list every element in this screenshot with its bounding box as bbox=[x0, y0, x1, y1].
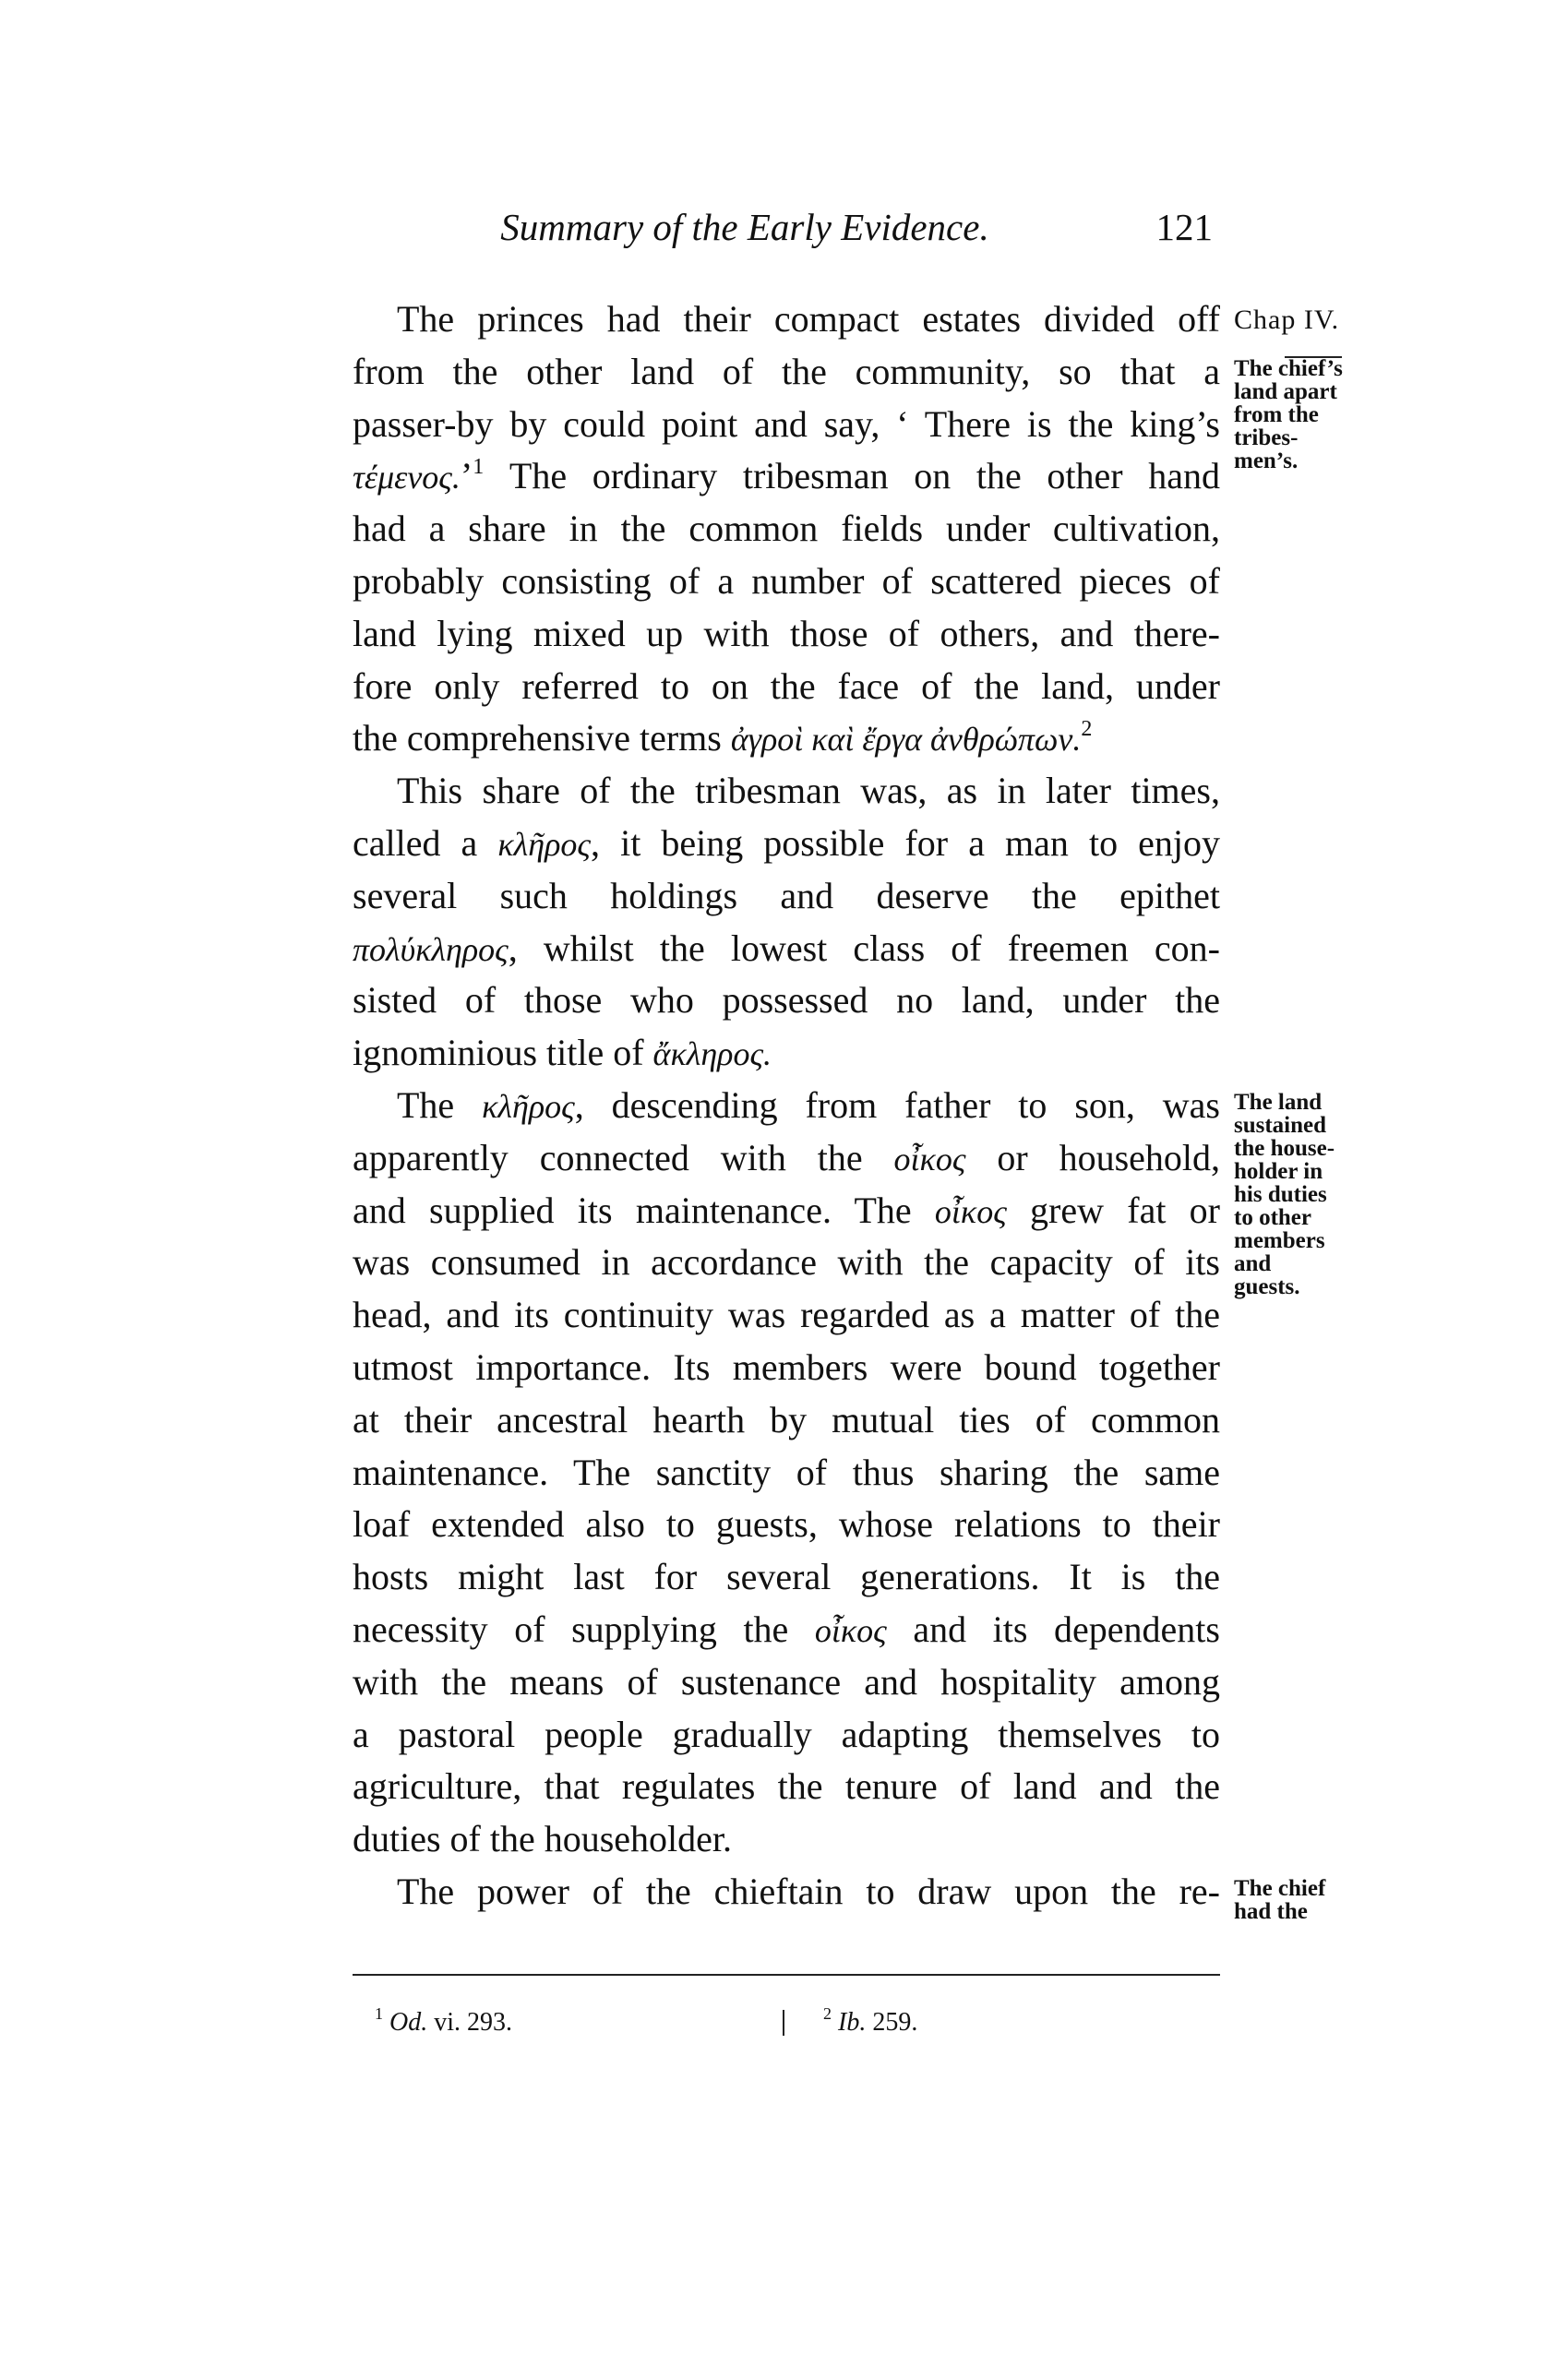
text-line bbox=[353, 1499, 1220, 1551]
text-run: with the means of sustenance and hospitality among bbox=[353, 1660, 1220, 1703]
text-run: was consumed in accordance with the capacity of its bbox=[353, 1241, 1220, 1284]
margin-note-line: guests. bbox=[1234, 1274, 1300, 1299]
footnote-marker: 1 bbox=[375, 2004, 383, 2023]
text-line bbox=[353, 450, 1220, 503]
footnote-text: vi. 293. bbox=[427, 2008, 513, 2037]
footnote-ref-marker: 1 bbox=[473, 455, 485, 480]
text-run: from the other land of the community, so that a bbox=[353, 350, 1220, 392]
body-text bbox=[353, 293, 1220, 1919]
footnote-1 bbox=[375, 2004, 513, 2038]
running-title: Summary of the Early Evidence. bbox=[500, 206, 989, 248]
margin-note-line: members bbox=[1234, 1228, 1325, 1253]
text-line bbox=[353, 1080, 1220, 1132]
text-line bbox=[353, 1027, 1220, 1080]
margin-note bbox=[1234, 1091, 1335, 1298]
text-run: The princes had their compact estates divided off bbox=[397, 298, 1220, 340]
text-run: or household, bbox=[965, 1136, 1220, 1178]
greek-term: τέμενος. bbox=[353, 459, 461, 496]
text-line bbox=[353, 661, 1220, 713]
footnote-ref: Od. bbox=[389, 2008, 428, 2037]
text-line bbox=[353, 556, 1220, 608]
text-run: hosts might last for several generations. It is the bbox=[353, 1556, 1220, 1598]
text-line bbox=[353, 1342, 1220, 1394]
text-run: land lying mixed up with those of others, and there- bbox=[353, 612, 1220, 654]
text-line bbox=[353, 1761, 1220, 1813]
margin-note-line: men’s. bbox=[1234, 448, 1299, 473]
text-line bbox=[353, 712, 1220, 765]
margin-note-line: to other bbox=[1234, 1205, 1311, 1230]
text-run: , it being possible for a man to enjoy bbox=[591, 821, 1221, 864]
footnote-separator bbox=[783, 2010, 784, 2036]
text-line bbox=[353, 1394, 1220, 1447]
margin-note-line: tribes- bbox=[1234, 424, 1299, 450]
margin-note bbox=[1234, 357, 1343, 472]
greek-term: κλῆρος bbox=[482, 1087, 575, 1125]
margin-note-line: holder in bbox=[1234, 1159, 1323, 1184]
text-line bbox=[353, 1866, 1220, 1919]
margin-note-line: sustained bbox=[1234, 1113, 1327, 1138]
chapter-label: Chap IV. bbox=[1234, 305, 1340, 335]
running-head bbox=[353, 205, 1220, 260]
greek-term: οἶκος bbox=[893, 1140, 966, 1178]
footnotes bbox=[353, 2004, 1220, 2045]
text-run: This share of the tribesman was, as in later times, bbox=[397, 770, 1220, 812]
page-number: 121 bbox=[1155, 206, 1213, 248]
text-line bbox=[353, 818, 1220, 870]
text-line bbox=[353, 765, 1220, 818]
margin-note bbox=[1234, 1877, 1325, 1923]
greek-term: πολύκληρος bbox=[353, 930, 509, 968]
greek-term: οἶκος bbox=[934, 1192, 1007, 1230]
text-run: duties of the householder. bbox=[353, 1818, 733, 1860]
text-run: , whilst the lowest class of freemen con- bbox=[508, 926, 1220, 969]
margin-note-line: the house- bbox=[1234, 1136, 1335, 1161]
greek-term: οἶκος bbox=[814, 1611, 887, 1649]
text-run: apparently connected with the bbox=[353, 1136, 894, 1178]
text-line bbox=[353, 346, 1220, 399]
text-run: the comprehensive terms bbox=[353, 717, 731, 759]
margin-note-line: from the bbox=[1234, 401, 1319, 427]
text-run: fore only referred to on the face of the land, under bbox=[353, 664, 1220, 707]
text-run: had a share in the common fields under cultivation, bbox=[353, 508, 1220, 550]
text-run: several such holdings and deserve the epithet bbox=[353, 874, 1220, 916]
text-line bbox=[353, 923, 1220, 975]
margin-note-line: The land bbox=[1234, 1090, 1323, 1115]
footnote-2 bbox=[823, 2004, 918, 2038]
text-run: passer-by by could point and say, ‘ There is the king’s bbox=[353, 402, 1220, 445]
text-run: utmost importance. Its members were bound together bbox=[353, 1345, 1220, 1388]
margin-note-line: The chief bbox=[1234, 1876, 1326, 1901]
text-run: The ordinary tribesman on the other hand bbox=[484, 455, 1220, 497]
text-run: probably consisting of a number of scattered pieces of bbox=[353, 559, 1220, 602]
text-line bbox=[353, 503, 1220, 556]
greek-term: κλῆρος bbox=[497, 825, 592, 863]
text-run: head, and its continuity was regarded as a matter of the bbox=[353, 1294, 1220, 1336]
footnote-text: 259. bbox=[866, 2008, 918, 2037]
text-run: The power of the chieftain to draw upon the re- bbox=[397, 1870, 1220, 1912]
text-line bbox=[353, 1132, 1220, 1185]
footnote-ref: Ib. bbox=[838, 2008, 867, 2037]
text-line bbox=[353, 870, 1220, 923]
text-line bbox=[353, 1604, 1220, 1656]
text-line bbox=[353, 1289, 1220, 1342]
text-line bbox=[353, 1447, 1220, 1500]
text-run: necessity of supplying the bbox=[353, 1608, 815, 1650]
text-run: ’ bbox=[460, 455, 473, 497]
text-line bbox=[353, 1813, 1220, 1866]
text-line bbox=[353, 608, 1220, 661]
text-line bbox=[353, 1185, 1220, 1237]
text-line bbox=[353, 974, 1220, 1027]
greek-term: ἀγροὶ καὶ ἔργα ἀνθρώπων. bbox=[730, 721, 1082, 759]
text-run: sisted of those who possessed no land, under the bbox=[353, 979, 1220, 1022]
text-run: a pastoral people gradually adapting themselves to bbox=[353, 1713, 1220, 1755]
margin-note-line: had the bbox=[1234, 1899, 1308, 1924]
text-run: ignominious title of bbox=[353, 1032, 653, 1074]
text-run: and its dependents bbox=[886, 1608, 1220, 1650]
margin-note-line: his duties bbox=[1234, 1182, 1327, 1207]
text-line bbox=[353, 1551, 1220, 1604]
text-line bbox=[353, 399, 1220, 451]
text-run: at their ancestral hearth by mutual ties of common bbox=[353, 1398, 1220, 1441]
text-run: called a bbox=[353, 821, 498, 864]
footnote-ref-marker: 2 bbox=[1081, 717, 1093, 742]
margin-note-line: and bbox=[1234, 1251, 1272, 1276]
margin-note-line: land apart bbox=[1234, 378, 1337, 404]
text-run: maintenance. The sanctity of thus sharing the same bbox=[353, 1451, 1220, 1493]
footnote-rule bbox=[353, 1974, 1220, 1976]
text-run: grew fat or bbox=[1006, 1189, 1221, 1231]
text-run: agriculture, that regulates the tenure of land and the bbox=[353, 1765, 1220, 1808]
text-run: loaf extended also to guests, whose relations to their bbox=[353, 1503, 1220, 1546]
text-run: , descending from father to son, was bbox=[574, 1083, 1220, 1126]
text-line bbox=[353, 1709, 1220, 1762]
footnote-marker: 2 bbox=[823, 2004, 832, 2023]
text-line bbox=[353, 293, 1220, 346]
margin-note-line: The chief’s bbox=[1234, 355, 1343, 381]
text-run: The bbox=[397, 1083, 483, 1126]
greek-term: ἄκληρος. bbox=[652, 1035, 772, 1073]
text-line bbox=[353, 1656, 1220, 1709]
text-line bbox=[353, 1237, 1220, 1289]
text-run: and supplied its maintenance. The bbox=[353, 1189, 935, 1231]
